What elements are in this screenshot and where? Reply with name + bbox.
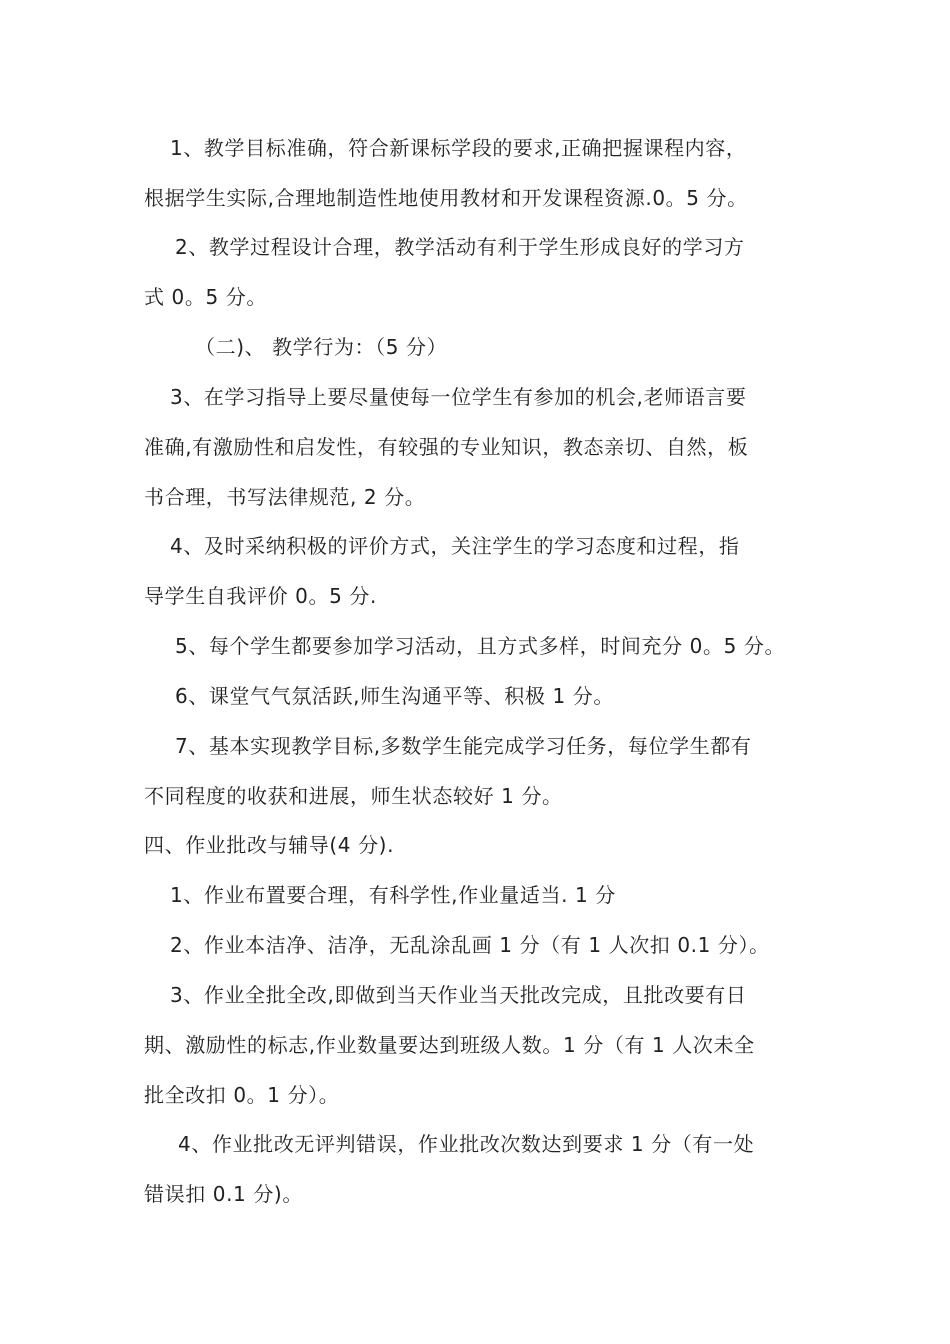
text-line-1: 1、教学目标准确，符合新课标学段的要求,正确把握课程内容，	[170, 136, 747, 160]
text-line-16: 1、作业布置要合理，有科学性,作业量适当. 1 分	[170, 883, 616, 907]
text-line-17: 2、作业本洁净、洁净，无乱涂乱画 1 分（有 1 人次扣 0.1 分）。	[170, 933, 770, 957]
text-line-18: 3、作业全批全改,即做到当天作业当天批改完成，且批改要有日	[170, 983, 747, 1007]
text-line-10: 导学生自我评价 0。5 分.	[144, 584, 377, 608]
text-line-2: 根据学生实际,合理地制造性地使用教材和开发课程资源.0。5 分。	[144, 186, 748, 210]
text-line-8: 书合理，书写法律规范, 2 分。	[144, 485, 426, 509]
section-heading-teaching-behavior: （二)、 教学行为：（5 分）	[195, 335, 448, 359]
text-line-14: 不同程度的收获和进展，师生状态较好 1 分。	[144, 784, 563, 808]
text-line-3: 2、教学过程设计合理，教学活动有利于学生形成良好的学习方	[175, 235, 745, 259]
text-line-19: 期、激励性的标志,作业数量要达到班级人数。1 分（有 1 人次未全	[144, 1033, 755, 1057]
text-line-22: 错误扣 0.1 分)。	[144, 1182, 303, 1206]
text-line-11: 5、每个学生都要参加学习活动，且方式多样，时间充分 0。5 分。	[175, 634, 786, 658]
text-line-7: 准确,有激励性和启发性，有较强的专业知识，教态亲切、自然，板	[144, 435, 749, 459]
section-heading-homework: 四、作业批改与辅导(4 分).	[144, 833, 395, 857]
text-line-21: 4、作业批改无评判错误，作业批改次数达到要求 1 分（有一处	[178, 1132, 755, 1156]
text-line-12: 6、课堂气气氛活跃,师生沟通平等、积极 1 分。	[175, 684, 614, 708]
text-line-4: 式 0。5 分。	[144, 285, 267, 309]
text-line-9: 4、及时采纳积极的评价方式，关注学生的学习态度和过程，指	[170, 534, 740, 558]
text-line-13: 7、基本实现教学目标,多数学生能完成学习任务，每位学生都有	[175, 734, 752, 758]
text-line-6: 3、在学习指导上要尽量使每一位学生有参加的机会,老师语言要	[170, 385, 747, 409]
text-line-20: 批全改扣 0。1 分）。	[144, 1083, 340, 1107]
